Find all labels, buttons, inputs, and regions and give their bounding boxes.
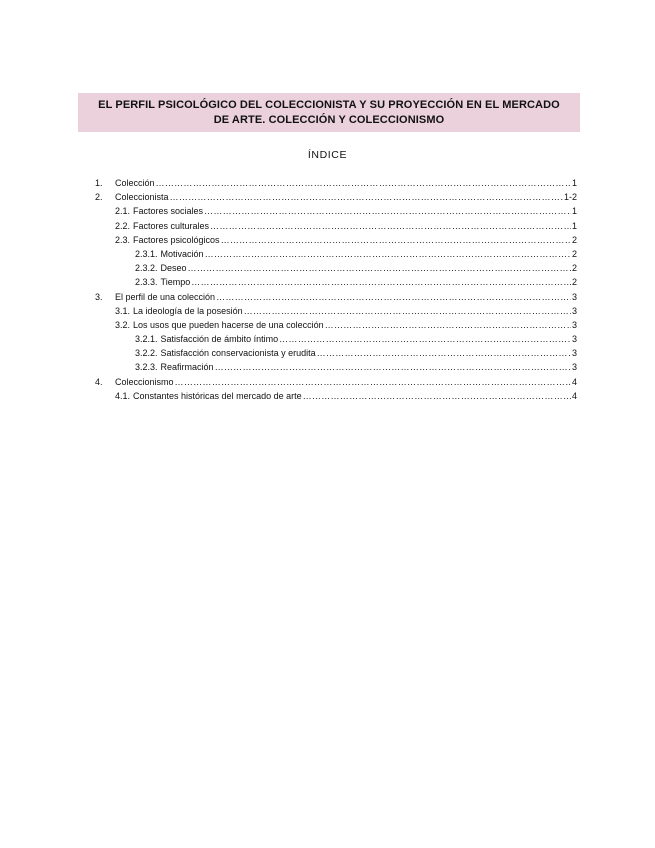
toc-number: 3.1. [115, 305, 131, 316]
toc-label: Factores psicológicos [133, 234, 220, 245]
toc-page-number: 3 [571, 348, 577, 359]
toc-leader-dots [210, 219, 571, 233]
title-banner [78, 93, 580, 132]
toc-entry[interactable] [95, 261, 577, 275]
toc-label: Reafirmación [160, 362, 214, 373]
toc-leader-dots [156, 176, 571, 190]
toc-leader-dots [215, 360, 571, 374]
toc-leader-dots [188, 261, 571, 275]
toc-label: Coleccionismo [115, 376, 174, 387]
toc-leader-dots [170, 190, 563, 204]
toc-entry[interactable] [95, 304, 577, 318]
toc-entry[interactable] [95, 360, 577, 374]
toc-number: 3.2.2. [135, 348, 158, 359]
toc-label: Motivación [160, 248, 204, 259]
table-of-contents [95, 176, 577, 403]
toc-label: El perfil de una colección [115, 291, 216, 302]
toc-page-number: 2 [571, 277, 577, 288]
toc-number: 2.3.3. [135, 277, 158, 288]
toc-label: Colección [115, 178, 155, 188]
toc-number: 2.1. [115, 206, 131, 217]
toc-entry[interactable] [95, 275, 577, 289]
toc-label: Factores culturales [133, 220, 210, 231]
toc-page-number: 3 [571, 291, 577, 302]
toc-page-number: 4 [571, 376, 577, 387]
toc-entry[interactable] [95, 190, 577, 204]
toc-number: 3.2. [115, 319, 131, 330]
toc-leader-dots [279, 332, 571, 346]
toc-page-number: 2 [571, 248, 577, 259]
toc-label: Factores sociales [133, 206, 204, 217]
toc-leader-dots [317, 346, 571, 360]
toc-page-number: 1 [571, 178, 577, 188]
toc-number: 1. [95, 178, 103, 188]
toc-leader-dots [325, 318, 571, 332]
index-heading: ÍNDICE [307, 149, 348, 161]
toc-entry[interactable] [95, 290, 577, 304]
toc-page-number: 2 [571, 263, 577, 274]
toc-label: Satisfacción de ámbito íntimo [160, 334, 279, 345]
toc-label: Tiempo [160, 277, 191, 288]
toc-page-number: 3 [571, 334, 577, 345]
toc-number: 2. [95, 192, 103, 203]
toc-label: Coleccionista [115, 192, 169, 203]
toc-leader-dots [244, 304, 571, 318]
toc-leader-dots [303, 389, 571, 403]
toc-entry[interactable] [95, 375, 577, 389]
toc-leader-dots [205, 247, 571, 261]
toc-page-number: 1 [571, 206, 577, 217]
toc-label: Deseo [160, 263, 187, 274]
toc-leader-dots [175, 375, 571, 389]
toc-number: 2.2. [115, 220, 131, 231]
toc-number: 2.3.1. [135, 248, 158, 259]
toc-label: La ideología de la posesión [133, 305, 243, 316]
toc-entry[interactable] [95, 219, 577, 233]
toc-number: 3. [95, 291, 103, 302]
toc-number: 3.2.1. [135, 334, 158, 345]
toc-number: 2.3.2. [135, 263, 158, 274]
toc-leader-dots [221, 233, 571, 247]
toc-number: 4.1. [115, 390, 131, 401]
toc-leader-dots [191, 275, 571, 289]
toc-number: 2.3. [115, 234, 131, 245]
toc-page-number: 3 [571, 319, 577, 330]
toc-page-number: 1 [571, 220, 577, 231]
toc-entry[interactable] [95, 346, 577, 360]
toc-number: 4. [95, 376, 103, 387]
toc-entry[interactable] [95, 389, 577, 403]
toc-page-number: 2 [571, 234, 577, 245]
toc-page-number: 3 [571, 305, 577, 316]
document-title: EL PERFIL PSICOLÓGICO DEL COLECCIONISTA Y SU PROYECCIÓN EN EL MERCADO DE ARTE. COLECCIÓN Y COLECCIONISMO [98, 98, 560, 126]
toc-page-number: 4 [571, 390, 577, 401]
toc-entry[interactable] [95, 247, 577, 261]
toc-entry[interactable] [95, 176, 577, 190]
toc-entry[interactable] [95, 204, 577, 218]
toc-entry[interactable] [95, 318, 577, 332]
toc-page-number: 3 [571, 362, 577, 373]
toc-entry[interactable] [95, 233, 577, 247]
toc-label: Los usos que pueden hacerse de una colección [133, 319, 324, 330]
toc-label: Satisfacción conservacionista y erudita [160, 348, 316, 359]
toc-leader-dots [204, 204, 571, 218]
toc-label: Constantes históricas del mercado de arte [133, 390, 302, 401]
toc-number: 3.2.3. [135, 362, 158, 373]
toc-page-number: 1-2 [563, 192, 577, 203]
toc-leader-dots [216, 290, 571, 304]
toc-entry[interactable] [95, 332, 577, 346]
